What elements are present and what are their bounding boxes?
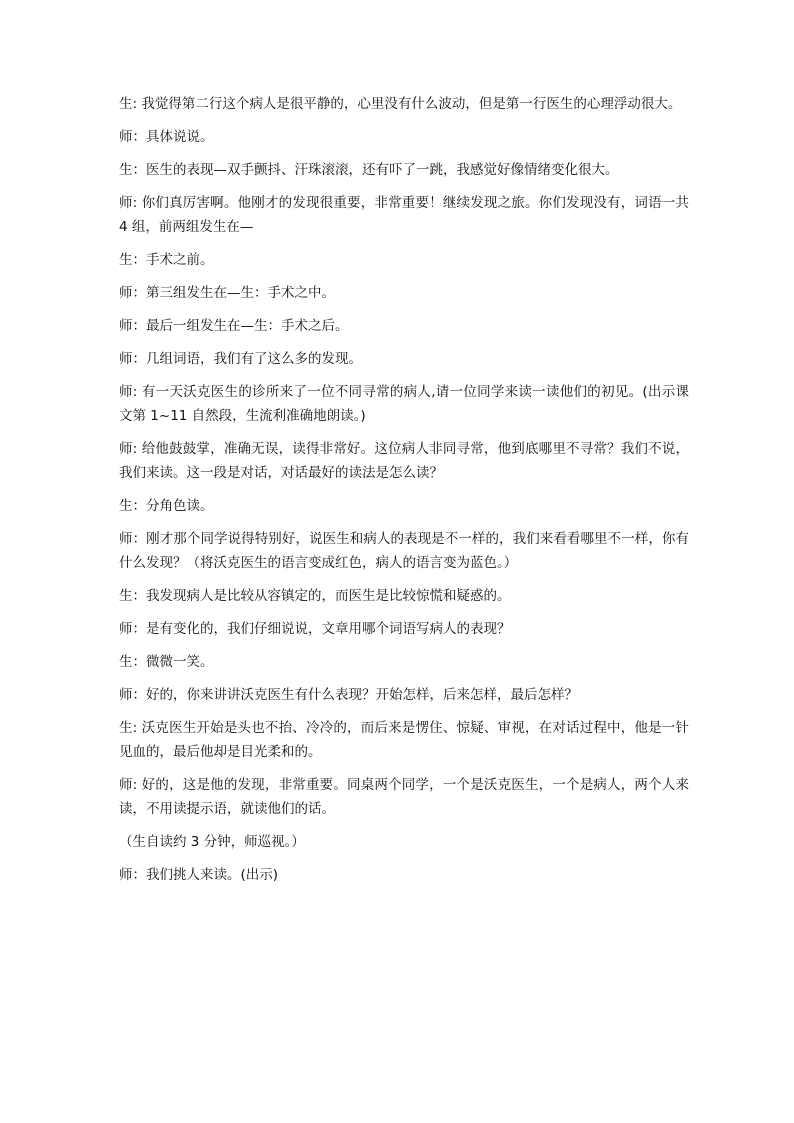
paragraph-12: 师：刚才那个同学说得特别好，说医生和病人的表现是不一样的，我们来看看哪里不一样，你有什么发现？（将沃克医生的语言变成红色，病人的语言变为蓝色。） <box>119 531 689 571</box>
paragraph-20: 师：我们挑人来读。(出示) <box>119 867 279 883</box>
paragraph-11: 生：分角色读。 <box>119 498 214 514</box>
paragraph-4: 师: 你们真厉害啊。他刚才的发现很重要，非常重要！继续发现之旅。你们发现没有，词语一共 4 组，前两组发生在— <box>119 195 689 235</box>
paragraph-19: （生自读约 3 分钟，师巡视。） <box>119 834 305 850</box>
paragraph-10: 师: 给他鼓鼓掌，准确无误，读得非常好。这位病人非同寻常，他到底哪里不寻常？我们不说，我们来读。这一段是对话，对话最好的读法是怎么读？ <box>119 441 689 481</box>
paragraph-16: 师：好的，你来讲讲沃克医生有什么表现？开始怎样，后来怎样，最后怎样？ <box>119 687 578 703</box>
paragraph-1: 生: 我觉得第二行这个病人是很平静的，心里没有什么波动，但是第一行医生的心理浮动很大。 <box>119 96 682 112</box>
paragraph-9: 师: 有一天沃克医生的诊所来了一位不同寻常的病人,请一位同学来读一读他们的初见。(出示课文第 1~11 自然段，生流利准确地朗读。) <box>119 384 689 424</box>
paragraph-14: 师：是有变化的，我们仔细说说，文章用哪个词语写病人的表现？ <box>119 621 511 637</box>
paragraph-18: 师: 好的，这是他的发现，非常重要。同桌两个同学，一个是沃克医生，一个是病人，两个人来读，不用读提示语，就读他们的话。 <box>119 777 689 817</box>
paragraph-5: 生：手术之前。 <box>119 252 214 268</box>
paragraph-6: 师：第三组发生在—生：手术之中。 <box>119 285 335 301</box>
paragraph-17: 生: 沃克医生开始是头也不抬、冷冷的，而后来是愣住、惊疑、审视，在对话过程中，他是一针见血的，最后他却是目光柔和的。 <box>119 720 689 760</box>
paragraph-13: 生：我发现病人是比较从容镇定的，而医生是比较惊慌和疑惑的。 <box>119 588 511 604</box>
document-page <box>119 92 689 896</box>
paragraph-3: 生：医生的表现—双手颤抖、汗珠滚滚，还有吓了一跳，我感觉好像情绪变化很大。 <box>119 162 619 178</box>
paragraph-7: 师：最后一组发生在—生：手术之后。 <box>119 318 349 334</box>
paragraph-2: 师：具体说说。 <box>119 129 214 145</box>
paragraph-15: 生：微微一笑。 <box>119 654 214 670</box>
paragraph-8: 师：几组词语，我们有了这么多的发现。 <box>119 351 362 367</box>
